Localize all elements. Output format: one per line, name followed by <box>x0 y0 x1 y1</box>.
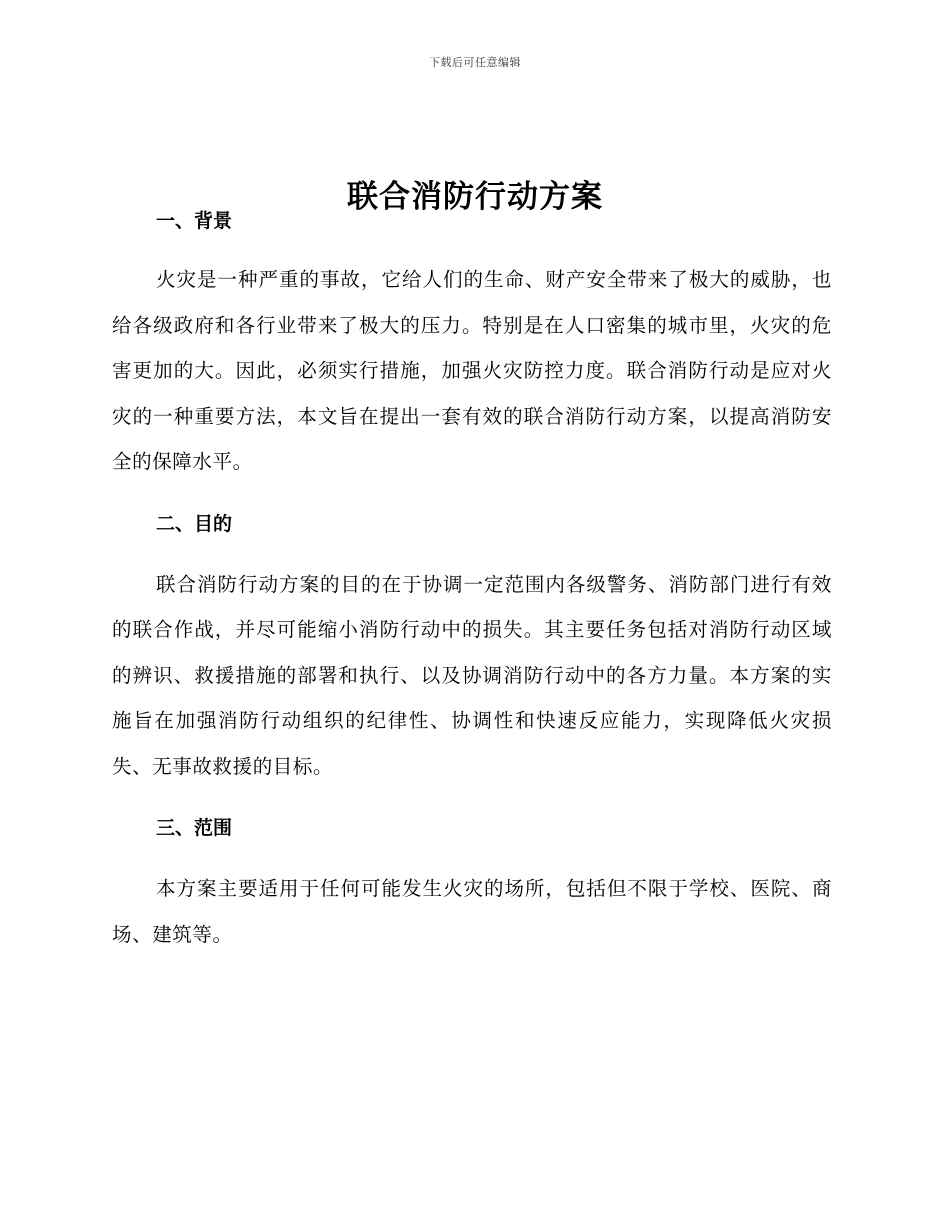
document-body <box>112 203 832 957</box>
section-heading-purpose: 二、目的 <box>156 512 233 535</box>
section-body-background: 火灾是一种严重的事故，它给人们的生命、财产安全带来了极大的威胁，也给各级政府和各行业带来了极大的压力。特别是在人口密集的城市里，火灾的危害更加的大。因此，必须实行措施，加强火灾防控力度。联合消防行动是应对火灾的一种重要方法，本文旨在提出一套有效的联合消防行动方案，以提高消防安全的保障水平。 <box>112 268 832 473</box>
section-heading-background: 一、背景 <box>156 210 233 232</box>
section-body-scope: 本方案主要适用于任何可能发生火灾的场所，包括但不限于学校、医院、商场、建筑等。 <box>112 877 832 946</box>
document-title: 联合消防行动方案 <box>347 178 603 215</box>
header-note: 下载后可任意编辑 <box>429 56 521 69</box>
section-heading-scope: 三、范围 <box>156 817 233 839</box>
section-body-purpose: 联合消防行动方案的目的在于协调一定范围内各级警务、消防部门进行有效的联合作战，并尽可能缩小消防行动中的损失。其主要任务包括对消防行动区域的辨识、救援措施的部署和执行、以及协调消防行动中的各方力量。本方案的实施旨在加强消防行动组织的纪律性、协调性和快速反应能力，实现降低火灾损失、无事故救援的目标。 <box>112 572 832 778</box>
